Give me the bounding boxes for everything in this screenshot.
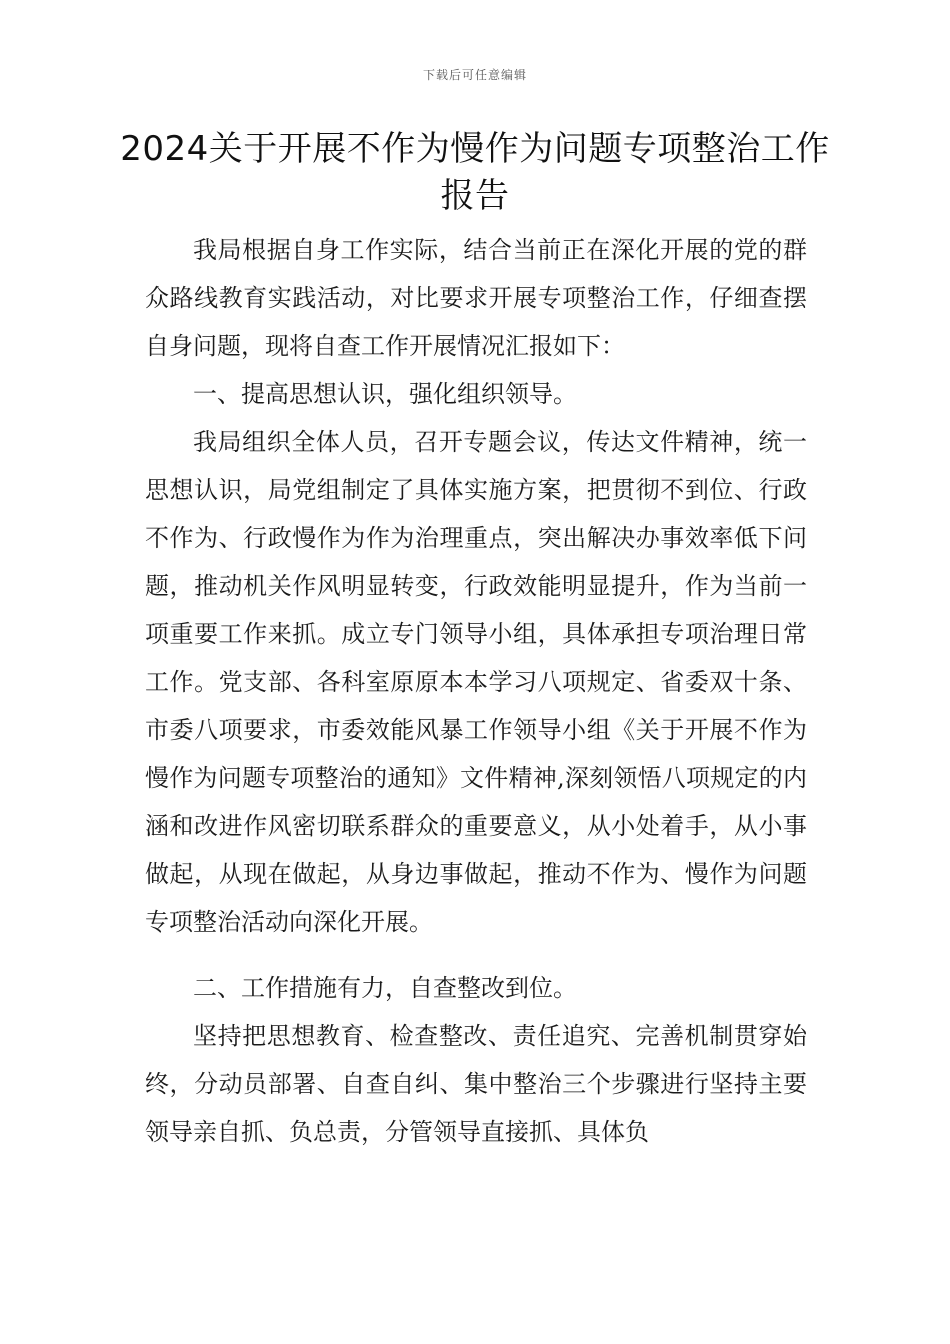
paragraph-section-1: 我局组织全体人员，召开专题会议，传达文件精神，统一思想认识，局党组制定了具体实施方案，把贯彻不到位、行政不作为、行政慢作为作为治理重点，突出解决办事效率低下问题，推动机关作风明显转变，行政效能明显提升，作为当前一项重要工作来抓。成立专门领导小组，具体承担专项治理日常工作。党支部、各科室原原本本学习八项规定、省委双十条、市委八项要求，市委效能风暴工作领导小组《关于开展不作为慢作为问题专项整治的通知》文件精神,深刻领悟八项规定的内涵和改进作风密切联系群众的重要意义，从小处着手，从小事做起，从现在做起，从身边事做起，推动不作为、慢作为问题专项整治活动向深化开展。 [145,428,807,936]
document-title: 2024关于开展不作为慢作为问题专项整治工作报告 [120,129,830,216]
paragraph-section-2: 坚持把思想教育、检查整改、责任追究、完善机制贯穿始终，分动员部署、自查自纠、集中整治三个步骤进行坚持主要领导亲自抓、负总责，分管领导直接抓、具体负 [145,1022,807,1146]
header-note: 下载后可任意编辑 [422,68,527,82]
paragraph-intro: 我局根据自身工作实际，结合当前正在深化开展的党的群众路线教育实践活动，对比要求开展专项整治工作，仔细查摆自身问题，现将自查工作开展情况汇报如下： [145,236,807,360]
document-body [145,226,807,1156]
section-heading-2: 二、工作措施有力，自查整改到位。 [193,974,577,1002]
section-heading-1: 一、提高思想认识，强化组织领导。 [193,380,577,408]
